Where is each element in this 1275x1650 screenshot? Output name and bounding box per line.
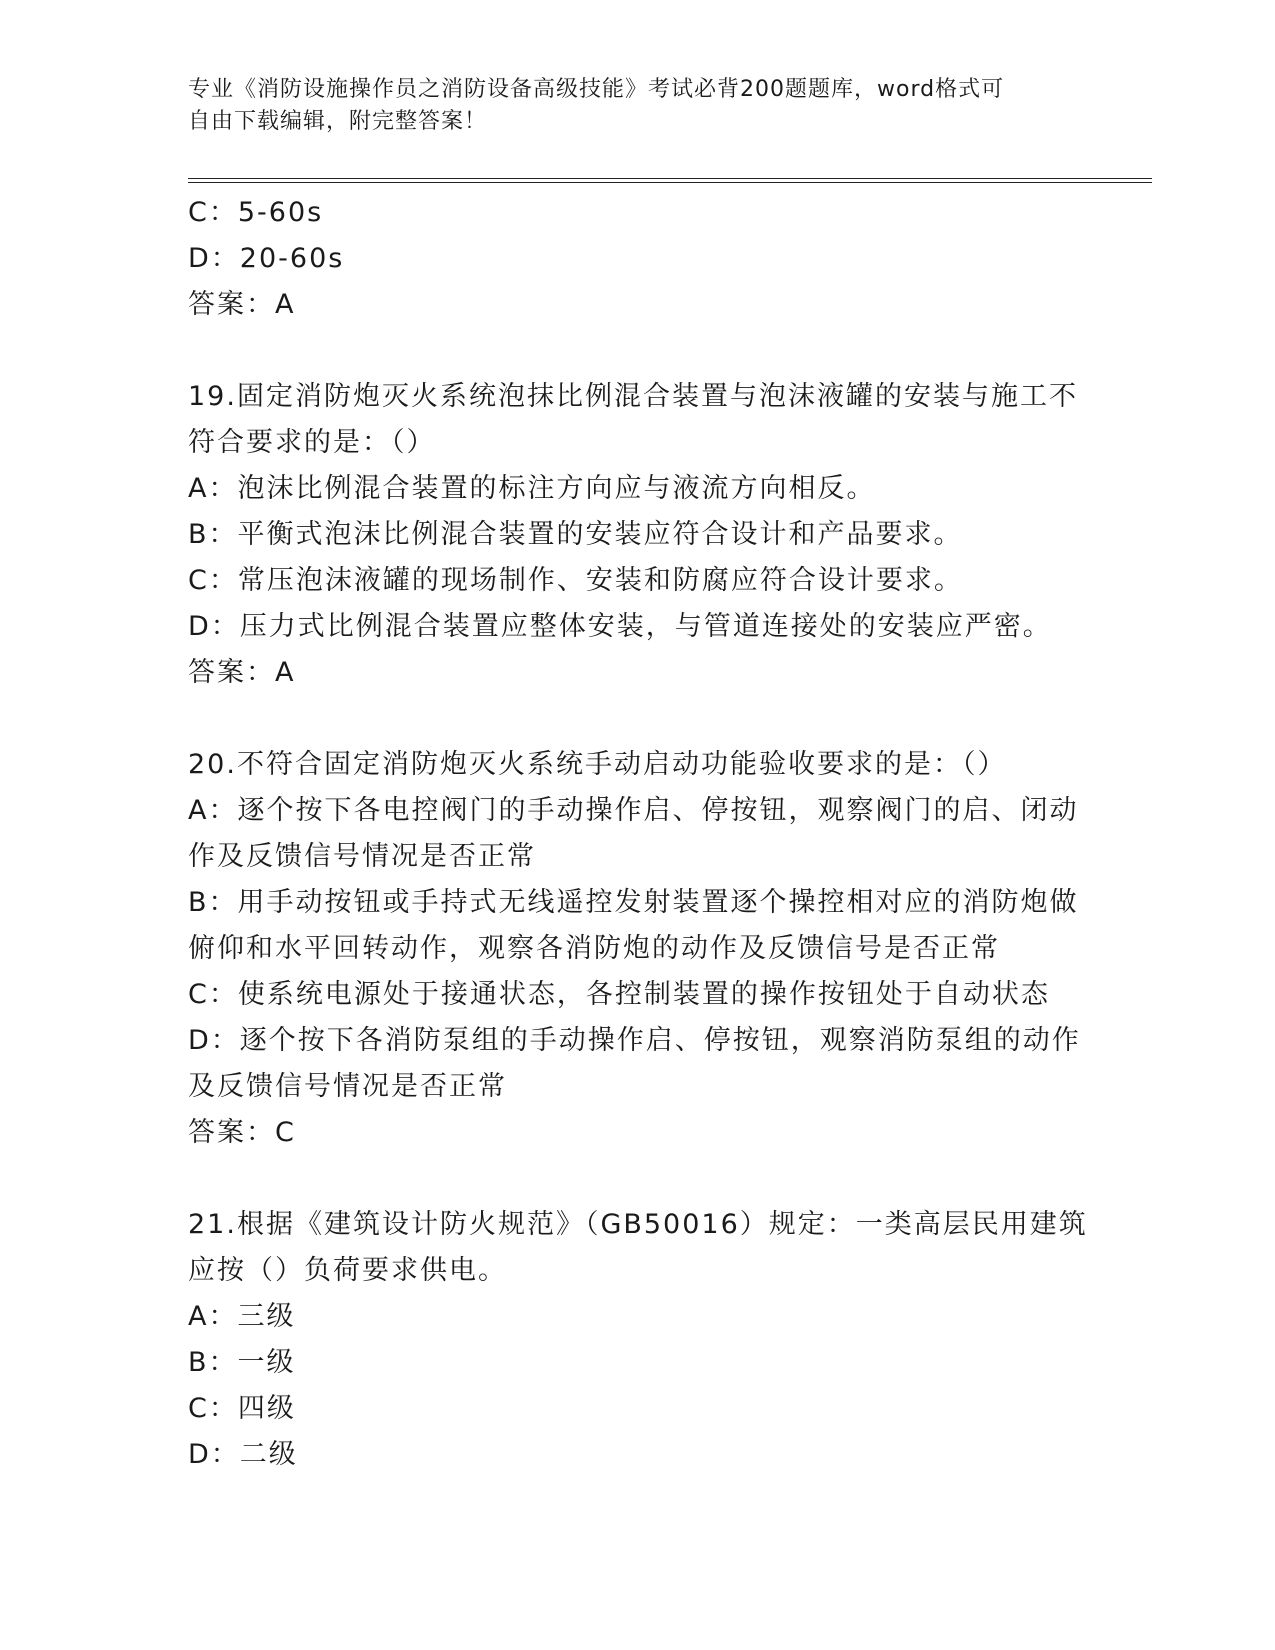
option-a: A：三级 [188,1301,296,1332]
option-a-continued: 作及反馈信号情况是否正常 [188,841,536,872]
option-d-continued: 及反馈信号情况是否正常 [188,1071,507,1102]
option-c: C：四级 [188,1393,296,1424]
option-b-continued: 俯仰和水平回转动作，观察各消防炮的动作及反馈信号是否正常 [188,933,1000,964]
option-a: A：泡沫比例混合装置的标注方向应与液流方向相反。 [188,473,876,504]
document-header [188,74,1088,138]
spacer [188,328,1088,374]
question-19 [188,374,1088,696]
header-divider [188,178,1152,183]
spacer [188,696,1088,742]
option-a: A：逐个按下各电控阀门的手动操作启、停按钮，观察阀门的启、闭动 [188,795,1079,826]
answer-line: 答案：A [188,657,296,688]
option-b: B：一级 [188,1347,296,1378]
header-title-line-2: 自由下载编辑，附完整答案！ [188,109,488,134]
option-c: C：常压泡沫液罐的现场制作、安装和防腐应符合设计要求。 [188,565,963,596]
answer-line: 答案：C [188,1117,296,1148]
option-d: D：逐个按下各消防泵组的手动操作启、停按钮，观察消防泵组的动作 [188,1025,1081,1056]
question-stem: 20.不符合固定消防炮灭火系统手动启动功能验收要求的是：（） [188,749,1007,780]
option-c: C：使系统电源处于接通状态，各控制装置的操作按钮处于自动状态 [188,979,1050,1010]
option-d: D：压力式比例混合装置应整体安装，与管道连接处的安装应严密。 [188,611,1052,642]
spacer [188,1156,1088,1202]
question-stem: 21.根据《建筑设计防火规范》（GB50016）规定：一类高层民用建筑 [188,1209,1088,1240]
question-18-tail [188,190,1088,328]
option-b: B：用手动按钮或手持式无线遥控发射装置逐个操控相对应的消防炮做 [188,887,1079,918]
answer-line: 答案：A [188,289,296,320]
question-21 [188,1202,1088,1478]
header-title-line-1: 专业《消防设施操作员之消防设备高级技能》考试必背200题题库，word格式可 [188,77,1005,102]
question-list [188,190,1088,1478]
question-20 [188,742,1088,1156]
option-b: B：平衡式泡沫比例混合装置的安装应符合设计和产品要求。 [188,519,963,550]
option-c: C：5-60s [188,197,324,228]
option-d: D：二级 [188,1439,298,1470]
question-stem-continued: 应按（）负荷要求供电。 [188,1255,507,1286]
option-d: D：20-60s [188,243,345,274]
question-stem: 19.固定消防炮灭火系统泡抹比例混合装置与泡沫液罐的安装与施工不 [188,381,1078,412]
question-stem-continued: 符合要求的是：（） [188,427,436,458]
